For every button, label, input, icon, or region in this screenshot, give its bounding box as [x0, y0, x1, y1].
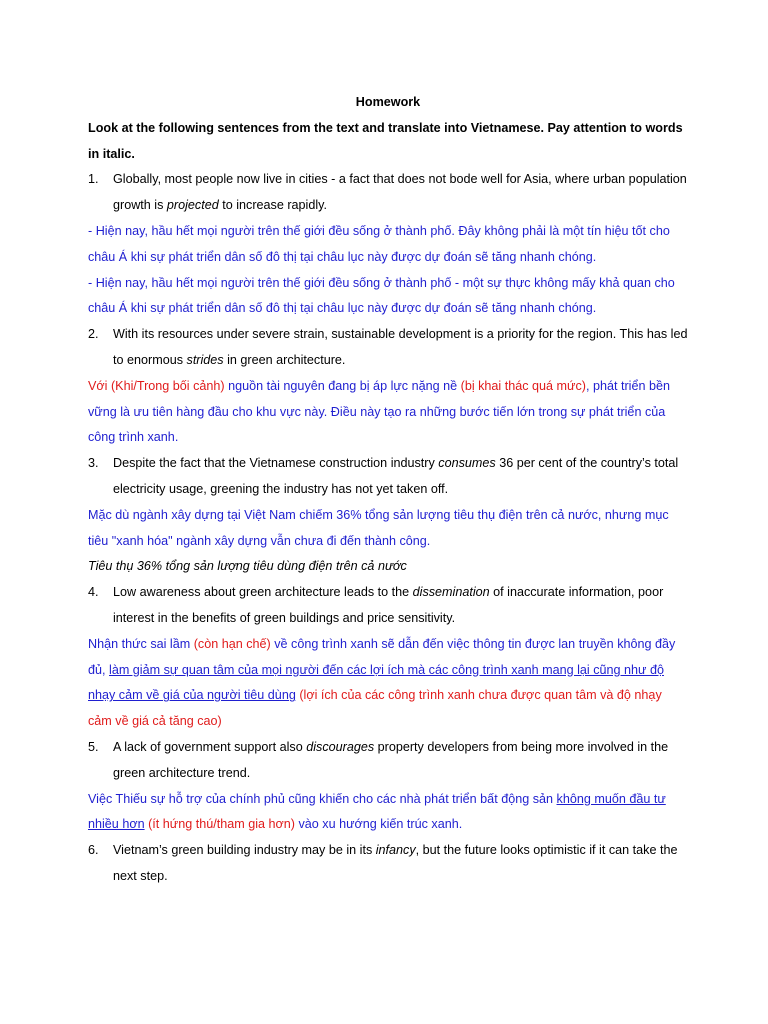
- question-2: [88, 322, 688, 374]
- underlined-phrase: làm giảm sự quan tâm của mọi người đến các lợi ích mà các công trình xanh mang lại cũng như độ nhạy cảm về giá của người tiêu dùng: [88, 662, 664, 703]
- question-text: With its resources under severe strain, sustainable development is a priority for the region. This has led to enormous: [113, 327, 688, 367]
- question-text: of inaccurate information, poor interest in the benefits of green buildings and price sensitivity.: [113, 585, 664, 625]
- translation-text: Nhận thức sai lầm: [88, 636, 194, 651]
- question-text: 36 per cent of the country’s total electricity usage, greening the industry has not yet taken off.: [113, 456, 679, 496]
- question-text: in green architecture.: [223, 352, 346, 367]
- question-number: 3.: [88, 456, 99, 471]
- translation-3: Mặc dù ngành xây dựng tại Việt Nam chiếm 36% tổng sản lượng tiêu thụ điện trên cả nước, nhưng mục tiêu "xanh hóa" ngành xây dựng vẫn chưa đi đến thành công.: [88, 507, 669, 548]
- translation-2: [88, 374, 688, 451]
- question-text: Globally, most people now live in cities - a fact that does not bode well for Asia, where urban population growth is: [113, 172, 687, 213]
- question-text: , but the future looks optimistic if it can take the next step.: [113, 843, 678, 883]
- correction-note: (bị khai thác quá mức): [460, 378, 586, 393]
- question-4: [88, 580, 688, 632]
- translation-1a: - Hiện nay, hầu hết mọi người trên thế giới đều sống ở thành phố. Đây không phải là một tín hiệu tốt cho châu Á khi sự phát triển dân số đô thị tại châu lục này được dự đoán sẽ tăng nhanh chóng.: [88, 223, 670, 264]
- translation-text: Với: [88, 378, 111, 393]
- italic-word: dissemination: [412, 585, 490, 600]
- correction-note: (ít hứng thú/tham gia hơn): [148, 817, 295, 832]
- correction-note: (còn hạn chế): [193, 636, 271, 651]
- translation-1b: - Hiện nay, hầu hết mọi người trên thế giới đều sống ở thành phố - một sự thực không mấy khả quan cho châu Á khi sự phát triển dân số đô thị tại châu lục này được dự đoán sẽ tăng nhanh chóng.: [88, 275, 675, 316]
- translation-text: về công trình xanh sẽ dẫn đến việc thông tin được lan truyền không đầy đủ,: [88, 636, 676, 677]
- translation-text: Việc Thiếu sự hỗ trợ của chính phủ cũng khiến cho các nhà phát triển bất động sản: [88, 791, 557, 806]
- question-text: to increase rapidly.: [218, 198, 327, 213]
- question-number: 4.: [88, 585, 99, 600]
- question-1: [88, 167, 688, 219]
- question-number: 1.: [88, 172, 99, 187]
- question-text: A lack of government support also: [113, 739, 307, 754]
- instructions: Look at the following sentences from the text and translate into Vietnamese. Pay attention to words in italic.: [88, 120, 683, 161]
- italic-word: strides: [186, 352, 224, 367]
- translation-5: [88, 787, 688, 839]
- italic-word: projected: [166, 198, 219, 213]
- question-number: 6.: [88, 843, 99, 858]
- italic-word: consumes: [438, 456, 496, 471]
- question-text: Vietnam’s green building industry may be in its: [113, 843, 376, 858]
- question-number: 5.: [88, 739, 99, 754]
- italic-word: infancy: [375, 843, 416, 858]
- document-title: Homework: [355, 95, 421, 109]
- question-number: 2.: [88, 327, 99, 342]
- underlined-phrase: không muốn đầu tư nhiều hơn: [88, 791, 666, 832]
- document-page: [88, 90, 688, 890]
- question-text: Low awareness about green architecture leads to the: [113, 585, 413, 600]
- translation-text: nguồn tài nguyên đang bị áp lực nặng nề: [224, 378, 461, 393]
- correction-note: (Khi/Trong bối cảnh): [110, 378, 225, 393]
- translation-4: [88, 632, 688, 735]
- translation-3-note: Tiêu thụ 36% tổng sản lượng tiêu dùng điện trên cả nước: [88, 559, 407, 574]
- correction-note: (lợi ích của các công trình xanh chưa được quan tâm và độ nhạy cảm về giá cả tăng cao): [88, 688, 662, 729]
- question-5: [88, 735, 688, 787]
- translation-text: vào xu hướng kiến trúc xanh.: [295, 817, 463, 832]
- question-text: property developers from being more involved in the green architecture trend.: [113, 739, 669, 780]
- question-3: [88, 451, 688, 503]
- italic-word: discourages: [306, 739, 375, 754]
- translation-text: , phát triển bền vững là ưu tiên hàng đầu cho khu vực này. Điều này tạo ra những bước tiến lớn trong sự phát triển của công trình xanh.: [88, 378, 670, 445]
- question-6: [88, 838, 688, 890]
- question-text: Despite the fact that the Vietnamese construction industry: [113, 456, 439, 471]
